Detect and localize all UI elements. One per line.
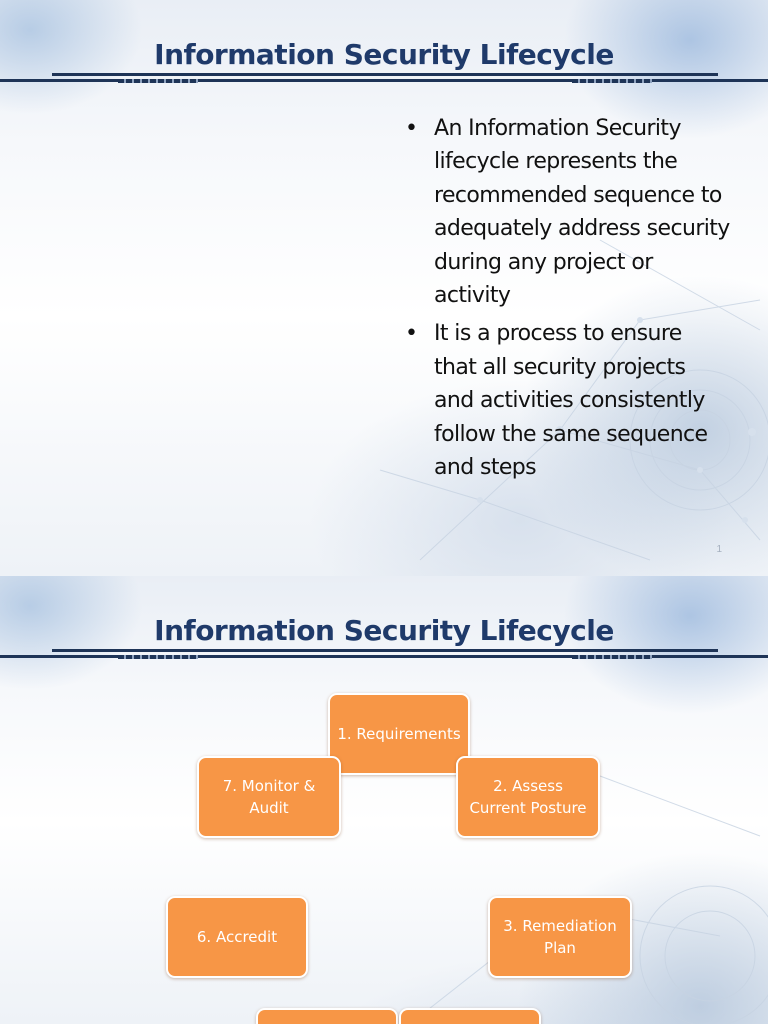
- dashed-accent-left: [118, 79, 198, 83]
- dashed-accent-right: [572, 79, 652, 83]
- slide-2: [0, 576, 768, 1024]
- step-box-partial: [399, 1008, 541, 1024]
- title-rule: [52, 73, 718, 76]
- bullet-text: An Information Security lifecycle represents the recommended sequence to adequately address security during any project or activity: [434, 116, 730, 309]
- title-underline: [0, 79, 768, 82]
- bullet-text: It is a process to ensure that all security projects and activities consistently follow the same sequence and steps: [434, 321, 708, 481]
- page-number: 1: [716, 544, 722, 555]
- step-remediation-plan: 3. Remediation Plan: [488, 896, 632, 978]
- bullet-icon: •: [405, 321, 418, 347]
- slide-title: Information Security Lifecycle: [154, 38, 614, 71]
- step-monitor-audit: 7. Monitor & Audit: [197, 756, 341, 838]
- title-underline: [0, 655, 768, 658]
- step-box-partial: [256, 1008, 398, 1024]
- step-requirements: 1. Requirements: [328, 693, 470, 775]
- bullet-item: [400, 112, 730, 312]
- title-rule: [52, 649, 718, 652]
- slide-title: Information Security Lifecycle: [154, 614, 614, 647]
- bullet-list: [400, 112, 730, 489]
- dashed-accent-left: [118, 655, 198, 659]
- bullet-item: [400, 317, 730, 484]
- bullet-icon: •: [405, 116, 418, 141]
- step-accredit: 6. Accredit: [166, 896, 308, 978]
- step-assess-current-posture: 2. Assess Current Posture: [456, 756, 600, 838]
- dashed-accent-right: [572, 655, 652, 659]
